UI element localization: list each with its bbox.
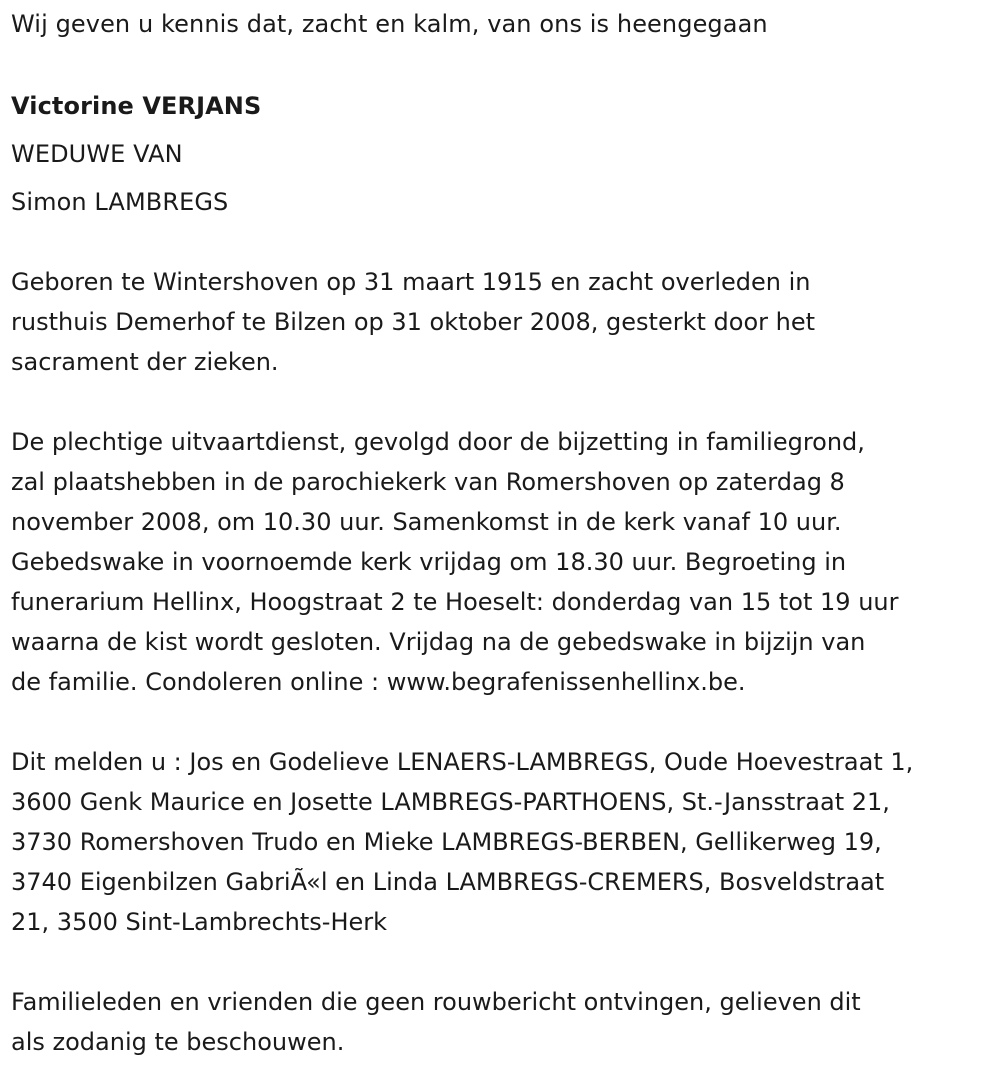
paragraph-line: De plechtige uitvaartdienst, gevolgd door de bijzetting in familiegrond, [11, 428, 865, 456]
paragraph-line: sacrament der zieken. [11, 348, 279, 376]
funeral-paragraph [11, 422, 898, 702]
family-paragraph [11, 742, 913, 942]
paragraph-line: zal plaatshebben in de parochiekerk van Romershoven op zaterdag 8 [11, 468, 845, 496]
paragraph-line: Familieleden en vrienden die geen rouwbericht ontvingen, gelieven dit [11, 988, 861, 1016]
paragraph-line: Dit melden u : Jos en Godelieve LENAERS-LAMBREGS, Oude Hoevestraat 1, [11, 748, 914, 776]
relation-text: WEDUWE VAN [11, 140, 183, 168]
paragraph-line: Gebedswake in voornoemde kerk vrijdag om 18.30 uur. Begroeting in [11, 548, 847, 576]
paragraph-line: 3730 Romershoven Trudo en Mieke LAMBREGS-BERBEN, Gellikerweg 19, [11, 828, 882, 856]
closing-paragraph [11, 982, 861, 1062]
spouse-name: Simon LAMBREGS [11, 188, 229, 216]
paragraph-line: rusthuis Demerhof te Bilzen op 31 oktober 2008, gesterkt door het [11, 308, 816, 336]
intro-text: Wij geven u kennis dat, zacht en kalm, van ons is heengegaan [11, 10, 768, 38]
birth-death-paragraph [11, 262, 815, 382]
paragraph-line: november 2008, om 10.30 uur. Samenkomst in de kerk vanaf 10 uur. [11, 508, 842, 536]
paragraph-line: 3600 Genk Maurice en Josette LAMBREGS-PARTHOENS, St.-Jansstraat 21, [11, 788, 890, 816]
paragraph-line: 21, 3500 Sint-Lambrechts-Herk [11, 908, 388, 936]
paragraph-line: de familie. Condoleren online : www.begrafenissenhellinx.be. [11, 668, 746, 696]
deceased-name: Victorine VERJANS [11, 92, 262, 120]
paragraph-line: als zodanig te beschouwen. [11, 1028, 345, 1056]
paragraph-line: 3740 Eigenbilzen GabriÃ«l en Linda LAMBREGS-CREMERS, Bosveldstraat [11, 868, 885, 896]
paragraph-line: Geboren te Wintershoven op 31 maart 1915 en zacht overleden in [11, 268, 811, 296]
paragraph-line: waarna de kist wordt gesloten. Vrijdag na de gebedswake in bijzijn van [11, 628, 866, 656]
paragraph-line: funerarium Hellinx, Hoogstraat 2 te Hoeselt: donderdag van 15 tot 19 uur [11, 588, 899, 616]
